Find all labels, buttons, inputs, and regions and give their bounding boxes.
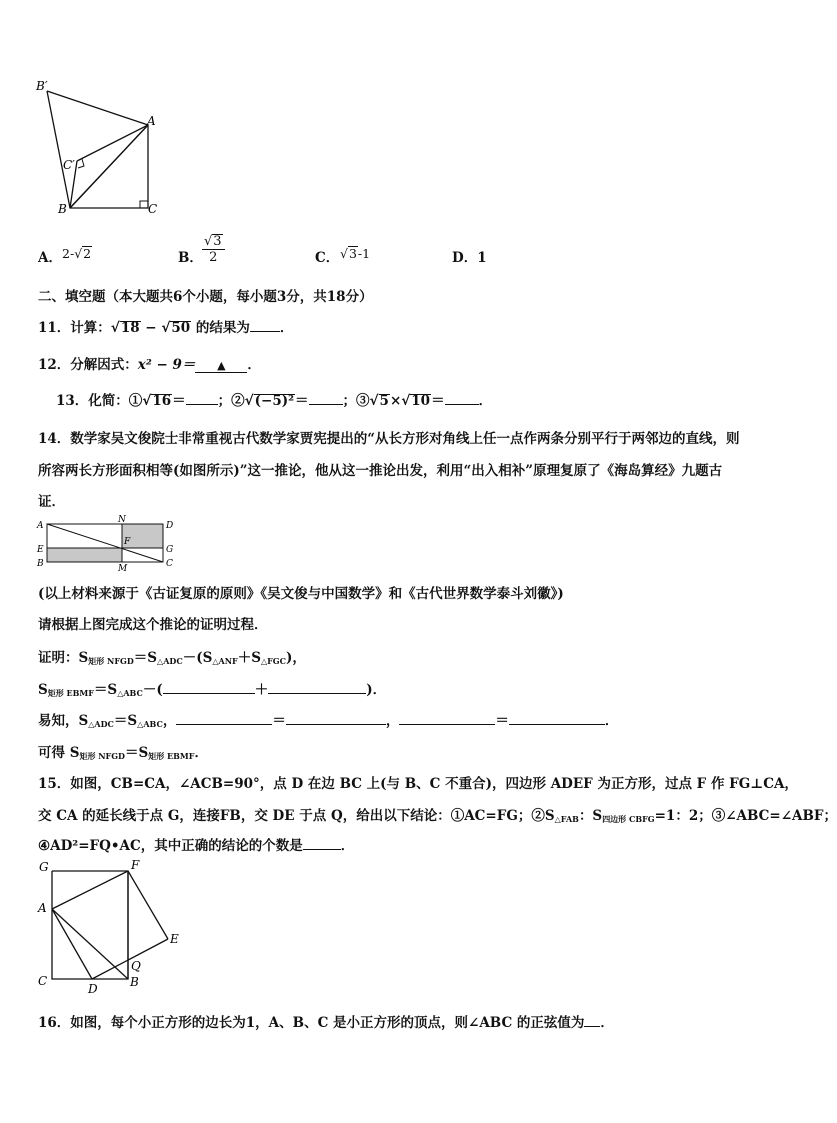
q13-radicand-3a: 5 — [379, 393, 389, 409]
proof3-sub1: △ADC — [88, 719, 114, 729]
proof2-blank-2[interactable] — [268, 681, 366, 694]
option-a-value: 2-√2 — [62, 246, 92, 261]
fig14-label-e: E — [37, 545, 44, 555]
fig10-label-b1: B′ — [36, 79, 48, 93]
proof1-sub3: △ANF — [212, 656, 238, 666]
option-c-value: √3-1 — [340, 246, 371, 261]
question-12 — [38, 353, 261, 373]
fig10-right-angle-c — [140, 201, 148, 208]
q11-radicand-1: 18 — [120, 320, 140, 336]
question-16 — [38, 1011, 614, 1031]
q14-prompt: 请根据上图完成这个推论的证明过程． — [38, 617, 268, 633]
proof1-mid2: －(S — [182, 650, 213, 666]
q15-line3-end: ． — [340, 838, 355, 854]
q12-prefix: 12．分解因式： — [38, 357, 138, 373]
fig15-line-ab — [52, 909, 128, 979]
q14-proof-line-4 — [38, 741, 208, 762]
q15-answer-blank[interactable] — [303, 837, 341, 850]
q11-radicand-2: 50 — [171, 320, 191, 336]
proof1-sub1: 矩形 NFGD — [88, 656, 134, 666]
q13-blank-3[interactable] — [445, 392, 479, 405]
q10-options — [38, 234, 558, 274]
proof1-end: )， — [286, 650, 306, 666]
option-a-radicand: 2 — [83, 246, 92, 261]
proof3-blank-1[interactable] — [176, 712, 272, 725]
q13-sep-3: ；③ — [342, 393, 370, 409]
proof1-sub4: △FGC — [260, 656, 286, 666]
proof2-blank-1[interactable] — [163, 681, 255, 694]
fig14-label-f: F — [124, 537, 131, 547]
q16-text: 16．如图，每个小正方形的边长为1，A、B、C 是小正方形的顶点，则∠ABC 的正弦值为 — [38, 1015, 585, 1031]
option-c-radicand: 3 — [348, 246, 357, 261]
question-11: 11．计算：√18 − √50 的结果为 ． — [38, 320, 294, 336]
fig14-label-c: C — [166, 559, 173, 569]
proof2-mid2: －( — [142, 682, 163, 698]
fig10-label-a: A — [147, 114, 156, 128]
fig15-line-af — [52, 871, 128, 909]
proof3-comma2: ， — [385, 713, 400, 729]
q13-end: ． — [478, 393, 493, 409]
fig14-label-m: M — [118, 564, 128, 574]
proof3-mid: ＝S — [113, 713, 138, 729]
option-d-label: D．1 — [452, 250, 487, 266]
q14-proof-line-3 — [38, 709, 618, 729]
option-c-label: C． — [315, 250, 340, 266]
option-b-value: $\frac{√3}{2}$ — [202, 234, 225, 265]
fig14-label-g: G — [166, 545, 174, 555]
q13-sep-2: ；② — [217, 393, 245, 409]
fig15-label-a: A — [38, 901, 47, 915]
fig10-label-b: B — [58, 202, 67, 216]
q15-line2-sub1: △FAB — [554, 814, 579, 824]
fig15-label-q: Q — [131, 959, 141, 973]
q15-line-3 — [38, 834, 354, 854]
fig14-label-d: D — [166, 521, 174, 531]
q14-line-2: 所容两长方形面积相等(如图所示)”这一推论，他从这一推论出发，利用“出入相补”原理复原了《海岛算经》九题古 — [38, 463, 723, 479]
q14-proof-line-1 — [38, 646, 306, 667]
proof2-plus: ＋ — [254, 682, 269, 698]
fig15-label-d: D — [88, 982, 98, 996]
q13-equals-1: ＝ — [172, 393, 186, 409]
proof4-sub2: 矩形 EBMF — [148, 751, 195, 761]
proof2-sub1: 矩形 EBMF — [47, 688, 94, 698]
fig15-label-c: C — [38, 974, 48, 988]
fig10-outline — [47, 91, 148, 208]
proof3-pre: 易知，S — [38, 713, 89, 729]
proof4-mid: ＝S — [125, 745, 149, 761]
section-heading: 二、填空题（本大题共6个小题，每小题3分，共18分） — [38, 289, 373, 305]
proof4-pre: 可得 S — [38, 745, 80, 761]
q15-line2-mid: ：S — [578, 808, 603, 824]
q15-line2-sub2: 四边形 CBFG — [602, 814, 655, 824]
proof1-sub2: △ADC — [157, 656, 183, 666]
q11-suffix: 的结果为 — [191, 320, 250, 336]
q11-answer-blank[interactable] — [250, 319, 280, 332]
fig14-label-a: A — [37, 521, 44, 531]
q15-line2-post: =1：2；③∠ABC=∠ABF； — [654, 808, 837, 824]
q15-line2-pre: 交 CA 的延长线于点 G，连接FB，交 DE 于点 Q，给出以下结论：①AC=FG；②S — [38, 808, 555, 824]
q14-source: (以上材料来源于《古证复原的原则》《吴文俊与中国数学》和《古代世界数学泰斗刘徽》) — [38, 586, 564, 602]
fig14-label-n: N — [118, 515, 126, 525]
proof3-comma: ， — [162, 713, 177, 729]
proof4-sub1: 矩形 NFGD — [79, 751, 125, 761]
q14-figure — [34, 512, 184, 572]
option-c-post: -1 — [357, 246, 371, 261]
option-b-label: B． — [178, 250, 203, 266]
proof3-sub2: △ABC — [137, 719, 163, 729]
q15-line3-pre: ④AD²=FQ•AC，其中正确的结论的个数是 — [38, 838, 303, 854]
fig15-label-e: E — [170, 932, 179, 946]
q15-line-1: 15．如图，CB=CA，∠ACB=90°，点 D 在边 BC 上(与 B、C 不重合)，四边形 ADEF 为正方形，过点 F 作 FG⊥CA， — [38, 776, 798, 792]
q10-figure — [30, 75, 170, 225]
q13-prefix: 13．化简：① — [56, 393, 143, 409]
q12-end: ． — [247, 357, 261, 373]
fig10-line-c1a — [77, 125, 148, 161]
proof2-mid: ＝S — [93, 682, 118, 698]
q13-times: × — [389, 393, 402, 409]
fig15-label-g: G — [39, 860, 49, 874]
fig15-label-b: B — [130, 975, 139, 989]
q13-equals-2: ＝ — [295, 393, 309, 409]
q13-radicand-1: 16 — [152, 393, 172, 409]
q11-prefix: 11．计算： — [38, 320, 111, 336]
q13-radicand-2: (−5)² — [254, 393, 295, 409]
q12-blank-marker: ▲ — [217, 359, 226, 372]
q16-end: ． — [600, 1015, 614, 1031]
proof3-blank-3[interactable] — [399, 712, 495, 725]
q14-proof-line-2 — [38, 678, 386, 699]
option-a-pre: 2- — [62, 246, 75, 261]
fig10-label-c1: C′ — [63, 158, 75, 172]
question-13: 13．化简：①√16＝ ；②√(−5)²＝ ；③√5×√10＝ ． — [56, 393, 493, 409]
proof3-eq: ＝ — [272, 713, 286, 729]
q11-end: ． — [279, 320, 294, 336]
fig14-label-b: B — [37, 559, 44, 569]
proof2-pre: S — [38, 682, 48, 698]
q15-figure — [30, 855, 190, 995]
q15-line-2 — [38, 804, 837, 825]
fig15-line-ad — [52, 909, 92, 979]
proof3-blank-4[interactable] — [509, 712, 605, 725]
proof2-end: )． — [366, 682, 387, 698]
q12-expression: x² − 9＝ — [137, 357, 196, 373]
proof2-sub2: △ABC — [117, 688, 143, 698]
proof1-pre: 证明：S — [38, 650, 89, 666]
q12-answer-blank[interactable] — [195, 359, 247, 373]
q11-minus: − — [140, 320, 162, 336]
proof4-end: ． — [194, 745, 208, 761]
q14-line-3: 证． — [38, 494, 65, 510]
fig10-label-c: C — [148, 202, 158, 216]
option-a-label: A． — [38, 250, 62, 266]
proof3-blank-2[interactable] — [286, 712, 386, 725]
fig14-shaded-ebmf — [47, 548, 122, 562]
proof1-mid: ＝S — [133, 650, 158, 666]
q13-blank-2[interactable] — [309, 392, 343, 405]
q13-radicand-3b: 10 — [411, 393, 431, 409]
q16-answer-blank[interactable] — [584, 1014, 600, 1027]
fig15-outline — [52, 871, 128, 979]
fig15-line-ed — [92, 939, 168, 979]
q13-equals-3: ＝ — [431, 393, 445, 409]
proof3-end: ． — [604, 713, 619, 729]
fig15-line-fe — [128, 871, 168, 939]
q14-line-1: 14．数学家吴文俊院士非常重视古代数学家贾宪提出的“从长方形对角线上任一点作两条分别平行于两邻边的直线，则 — [38, 431, 740, 447]
option-b-radicand: 3 — [213, 234, 222, 249]
proof1-plus: ＋S — [237, 650, 261, 666]
option-b-den: 2 — [209, 250, 218, 265]
q13-blank-1[interactable] — [186, 392, 218, 405]
fig15-label-f: F — [131, 858, 140, 872]
proof3-eq2: ＝ — [495, 713, 509, 729]
